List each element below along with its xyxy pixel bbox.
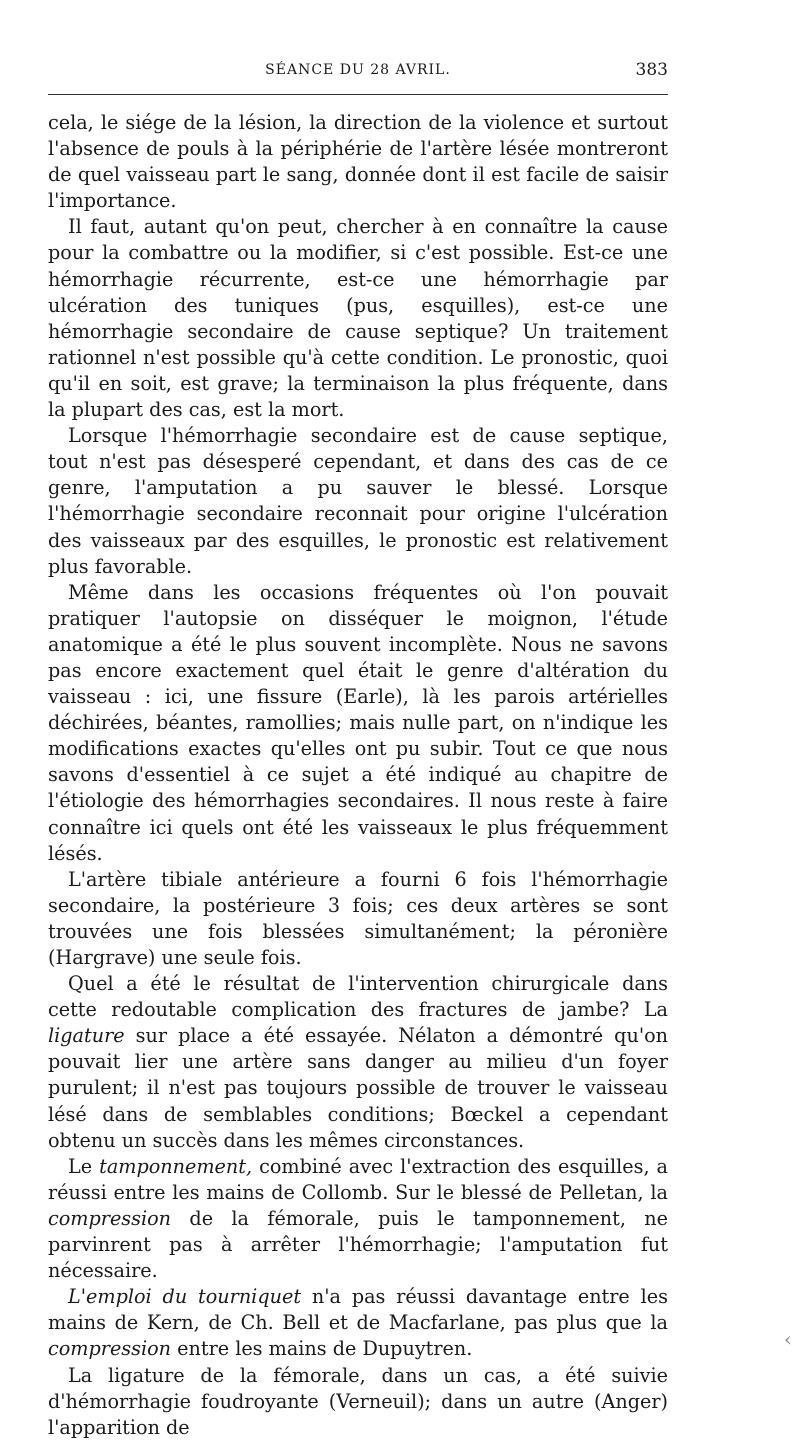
running-title: SÉANCE DU 28 AVRIL. — [265, 62, 451, 78]
paragraph: Quel a été le résultat de l'intervention chirurgicale dans cette redoutable complication des fractures de jambe? La ligature sur place a été essayée. Nélaton a démontré qu'on pouvait lier une artère sans danger au milieu d'un foyer purulent; il n'est pas toujours possible de trouver le vaisseau lésé dans de semblables conditions; Bœckel a cependant obtenu un succès dans les mêmes circonstances. — [48, 972, 668, 1152]
body-text — [48, 110, 668, 1441]
paragraph: Même dans les occasions fréquentes où l'on pouvait pratiquer l'autopsie on disséquer le moignon, l'étude anatomique a été le plus souvent incomplète. Nous ne savons pas encore exactement quel était le genre d'altération du vaisseau : ici, une fissure (Earle), là les parois artérielles déchirées, béantes, ramollies; mais nulle part, on n'indique les modifications exactes qu'elles ont pu subir. Tout ce que nous savons d'essentiel à ce sujet a été indiqué au chapitre de l'étiologie des hémorrhagies secondaires. Il nous reste à faire connaître ici quels ont été les vaisseaux le plus fréquemment lésés. — [48, 580, 668, 865]
italic-run: tamponnement, — [99, 1154, 253, 1178]
paragraph: Il faut, autant qu'on peut, chercher à en connaître la cause pour la combattre ou la modifier, si c'est possible. Est-ce une hémorrhagie récurrente, est-ce une hémorrhagie par ulcération des tuniques (pus, esquilles), est-ce une hémorrhagie secondaire de cause septique? Un traitement rationnel n'est possible qu'à cette condition. Le pronostic, quoi qu'il en soit, est grave; la terminaison la plus fréquente, dans la plupart des cas, est la mort. — [48, 215, 668, 422]
paragraph: Lorsque l'hémorrhagie secondaire est de cause septique, tout n'est pas désesperé cependant, et dans des cas de ce genre, l'amputation a pu sauver le blessé. Lorsque l'hémorrhagie secondaire reconnait pour origine l'ulcération des vaisseaux par des esquilles, le pronostic est relativement plus favorable. — [48, 424, 668, 578]
corner-mark: ‹ — [784, 1327, 792, 1351]
header-rule — [48, 94, 668, 95]
italic-run: compression — [48, 1206, 172, 1230]
paragraph: Le tamponnement, combiné avec l'extraction des esquilles, a réussi entre les mains de Collomb. Sur le blessé de Pelletan, la compression de la fémorale, puis le tamponnement, ne parvinrent pas à arrêter l'hémorrhagie; l'amputation fut nécessaire. — [48, 1154, 668, 1283]
paragraph: La ligature de la fémorale, dans un cas, a été suivie d'hémorrhagie foudroyante (Verneuil); dans un autre (Anger) l'apparition de — [48, 1363, 668, 1439]
page-header — [48, 58, 668, 88]
paragraph: L'artère tibiale antérieure a fourni 6 fois l'hémorrhagie secondaire, la postérieure 3 fois; ces deux artères se sont trouvées une fois blessées simultanément; la péronière (Hargrave) une seule fois. — [48, 867, 668, 969]
paragraph: L'emploi du tourniquet n'a pas réussi davantage entre les mains de Kern, de Ch. Bell et de Macfarlane, pas plus que la compression entre les mains de Dupuytren. — [48, 1285, 668, 1361]
paragraph: cela, le siége de la lésion, la direction de la violence et surtout l'absence de pouls à la périphérie de l'artère lésée montreront de quel vaisseau part le sang, donnée dont il est facile de saisir l'importance. — [48, 111, 668, 213]
italic-run: L'emploi du tourniquet — [68, 1285, 302, 1309]
italic-run: ligature — [48, 1024, 125, 1048]
page-number: 383 — [635, 60, 668, 80]
italic-run: compression — [48, 1337, 172, 1361]
